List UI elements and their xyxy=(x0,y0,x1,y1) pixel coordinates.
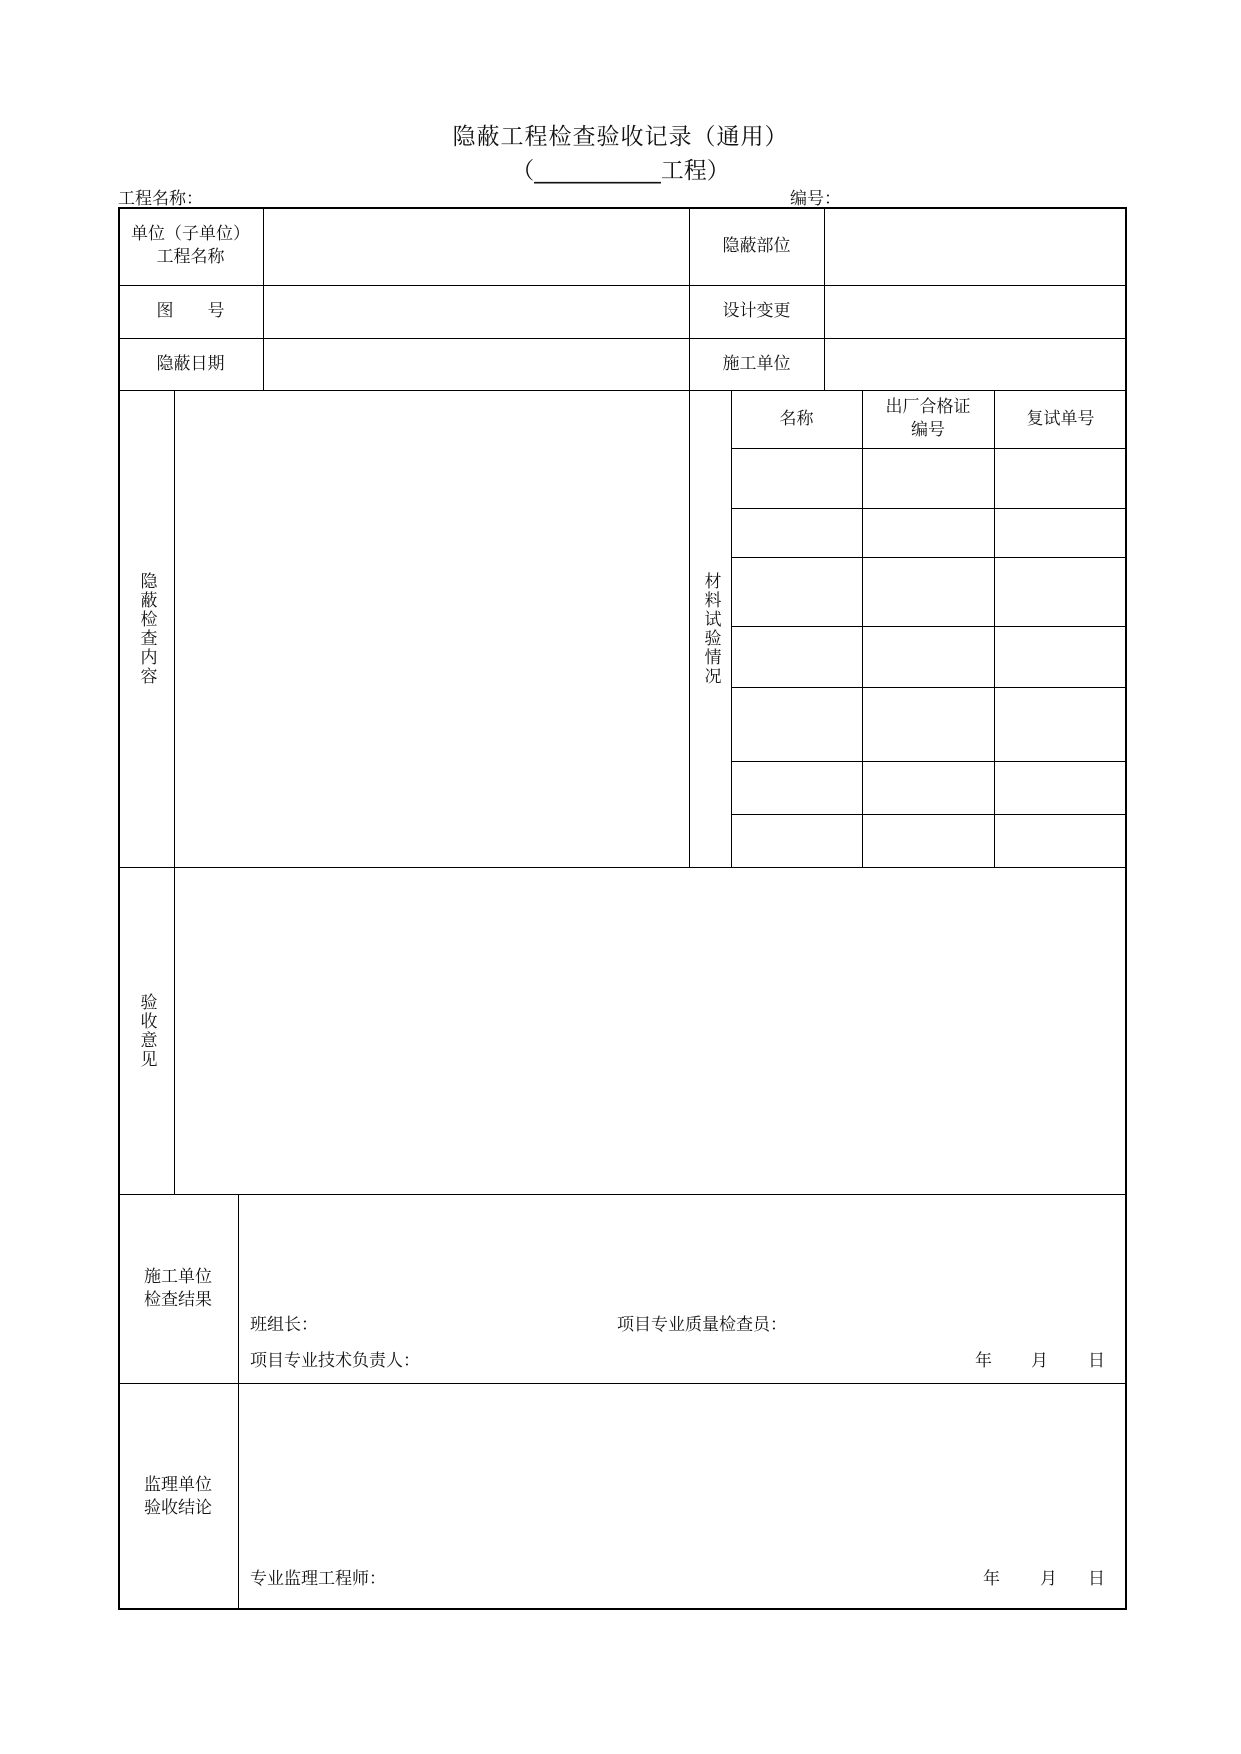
acceptance-opinion-field[interactable] xyxy=(175,868,1125,1193)
date-year-label: 年 xyxy=(983,1569,1000,1589)
construction-result-field[interactable] xyxy=(239,1195,1125,1315)
quality-inspector-label: 项目专业质量检查员： xyxy=(617,1315,787,1335)
project-name-label: 工程名称： xyxy=(118,189,203,209)
hidden-part-label: 隐蔽部位 xyxy=(722,235,791,256)
material-row-divider xyxy=(731,761,1127,762)
unit-project-name-label: 单位（子单位） 工程名称 xyxy=(131,224,250,267)
supervision-conclusion-field[interactable] xyxy=(239,1384,1125,1544)
construction-unit-field[interactable] xyxy=(825,339,1125,389)
col-divider xyxy=(994,390,995,867)
drawing-number-field[interactable] xyxy=(264,286,688,337)
date-day-label: 日 xyxy=(1088,1569,1105,1589)
date-year-label: 年 xyxy=(975,1351,992,1371)
number-field[interactable] xyxy=(845,184,1125,206)
col-divider xyxy=(731,390,732,867)
design-change-field[interactable] xyxy=(825,286,1125,337)
hidden-date-field[interactable] xyxy=(264,339,688,389)
material-header-name: 名称 xyxy=(779,408,814,429)
acceptance-opinion-label-cell xyxy=(118,867,174,1194)
material-row-divider xyxy=(731,508,1127,509)
number-label: 编号： xyxy=(790,189,841,209)
inspection-content-field[interactable] xyxy=(175,391,688,866)
project-name-field[interactable] xyxy=(205,184,765,206)
unit-project-name-field[interactable] xyxy=(264,208,688,284)
construction-unit-label: 施工单位 xyxy=(722,353,791,374)
material-row-divider xyxy=(731,814,1127,815)
document-subtitle: （___________工程） xyxy=(511,158,730,184)
material-row-divider xyxy=(731,557,1127,558)
supervision-engineer-label: 专业监理工程师： xyxy=(250,1569,386,1589)
acceptance-opinion-label: 验收意见 xyxy=(136,992,157,1069)
drawing-number-label: 图 号 xyxy=(156,301,225,321)
material-row-divider xyxy=(731,626,1127,627)
construction-result-label: 施工单位 检查结果 xyxy=(144,1266,212,1310)
inspection-content-label: 隐蔽检查内容 xyxy=(136,571,157,686)
material-header-retest: 复试单号 xyxy=(1026,408,1095,429)
supervision-conclusion-label: 监理单位 验收结论 xyxy=(144,1474,212,1518)
material-header-certificate: 出厂合格证 编号 xyxy=(885,397,971,440)
date-day-label: 日 xyxy=(1088,1351,1105,1371)
tech-leader-label: 项目专业技术负责人： xyxy=(250,1351,420,1371)
material-test-label: 材料试验情况 xyxy=(700,571,721,686)
document-title: 隐蔽工程检查验收记录（通用） xyxy=(452,124,789,150)
material-row-divider xyxy=(731,687,1127,688)
date-month-label: 月 xyxy=(1031,1351,1048,1371)
date-month-label: 月 xyxy=(1040,1569,1057,1589)
hidden-date-label: 隐蔽日期 xyxy=(156,353,225,374)
hidden-part-field[interactable] xyxy=(825,208,1125,284)
col-divider xyxy=(862,390,863,867)
design-change-label: 设计变更 xyxy=(722,301,791,321)
material-row-divider xyxy=(731,448,1127,449)
inspection-content-label-cell xyxy=(118,390,174,867)
team-leader-label: 班组长： xyxy=(250,1315,318,1335)
material-test-label-cell xyxy=(689,390,731,867)
